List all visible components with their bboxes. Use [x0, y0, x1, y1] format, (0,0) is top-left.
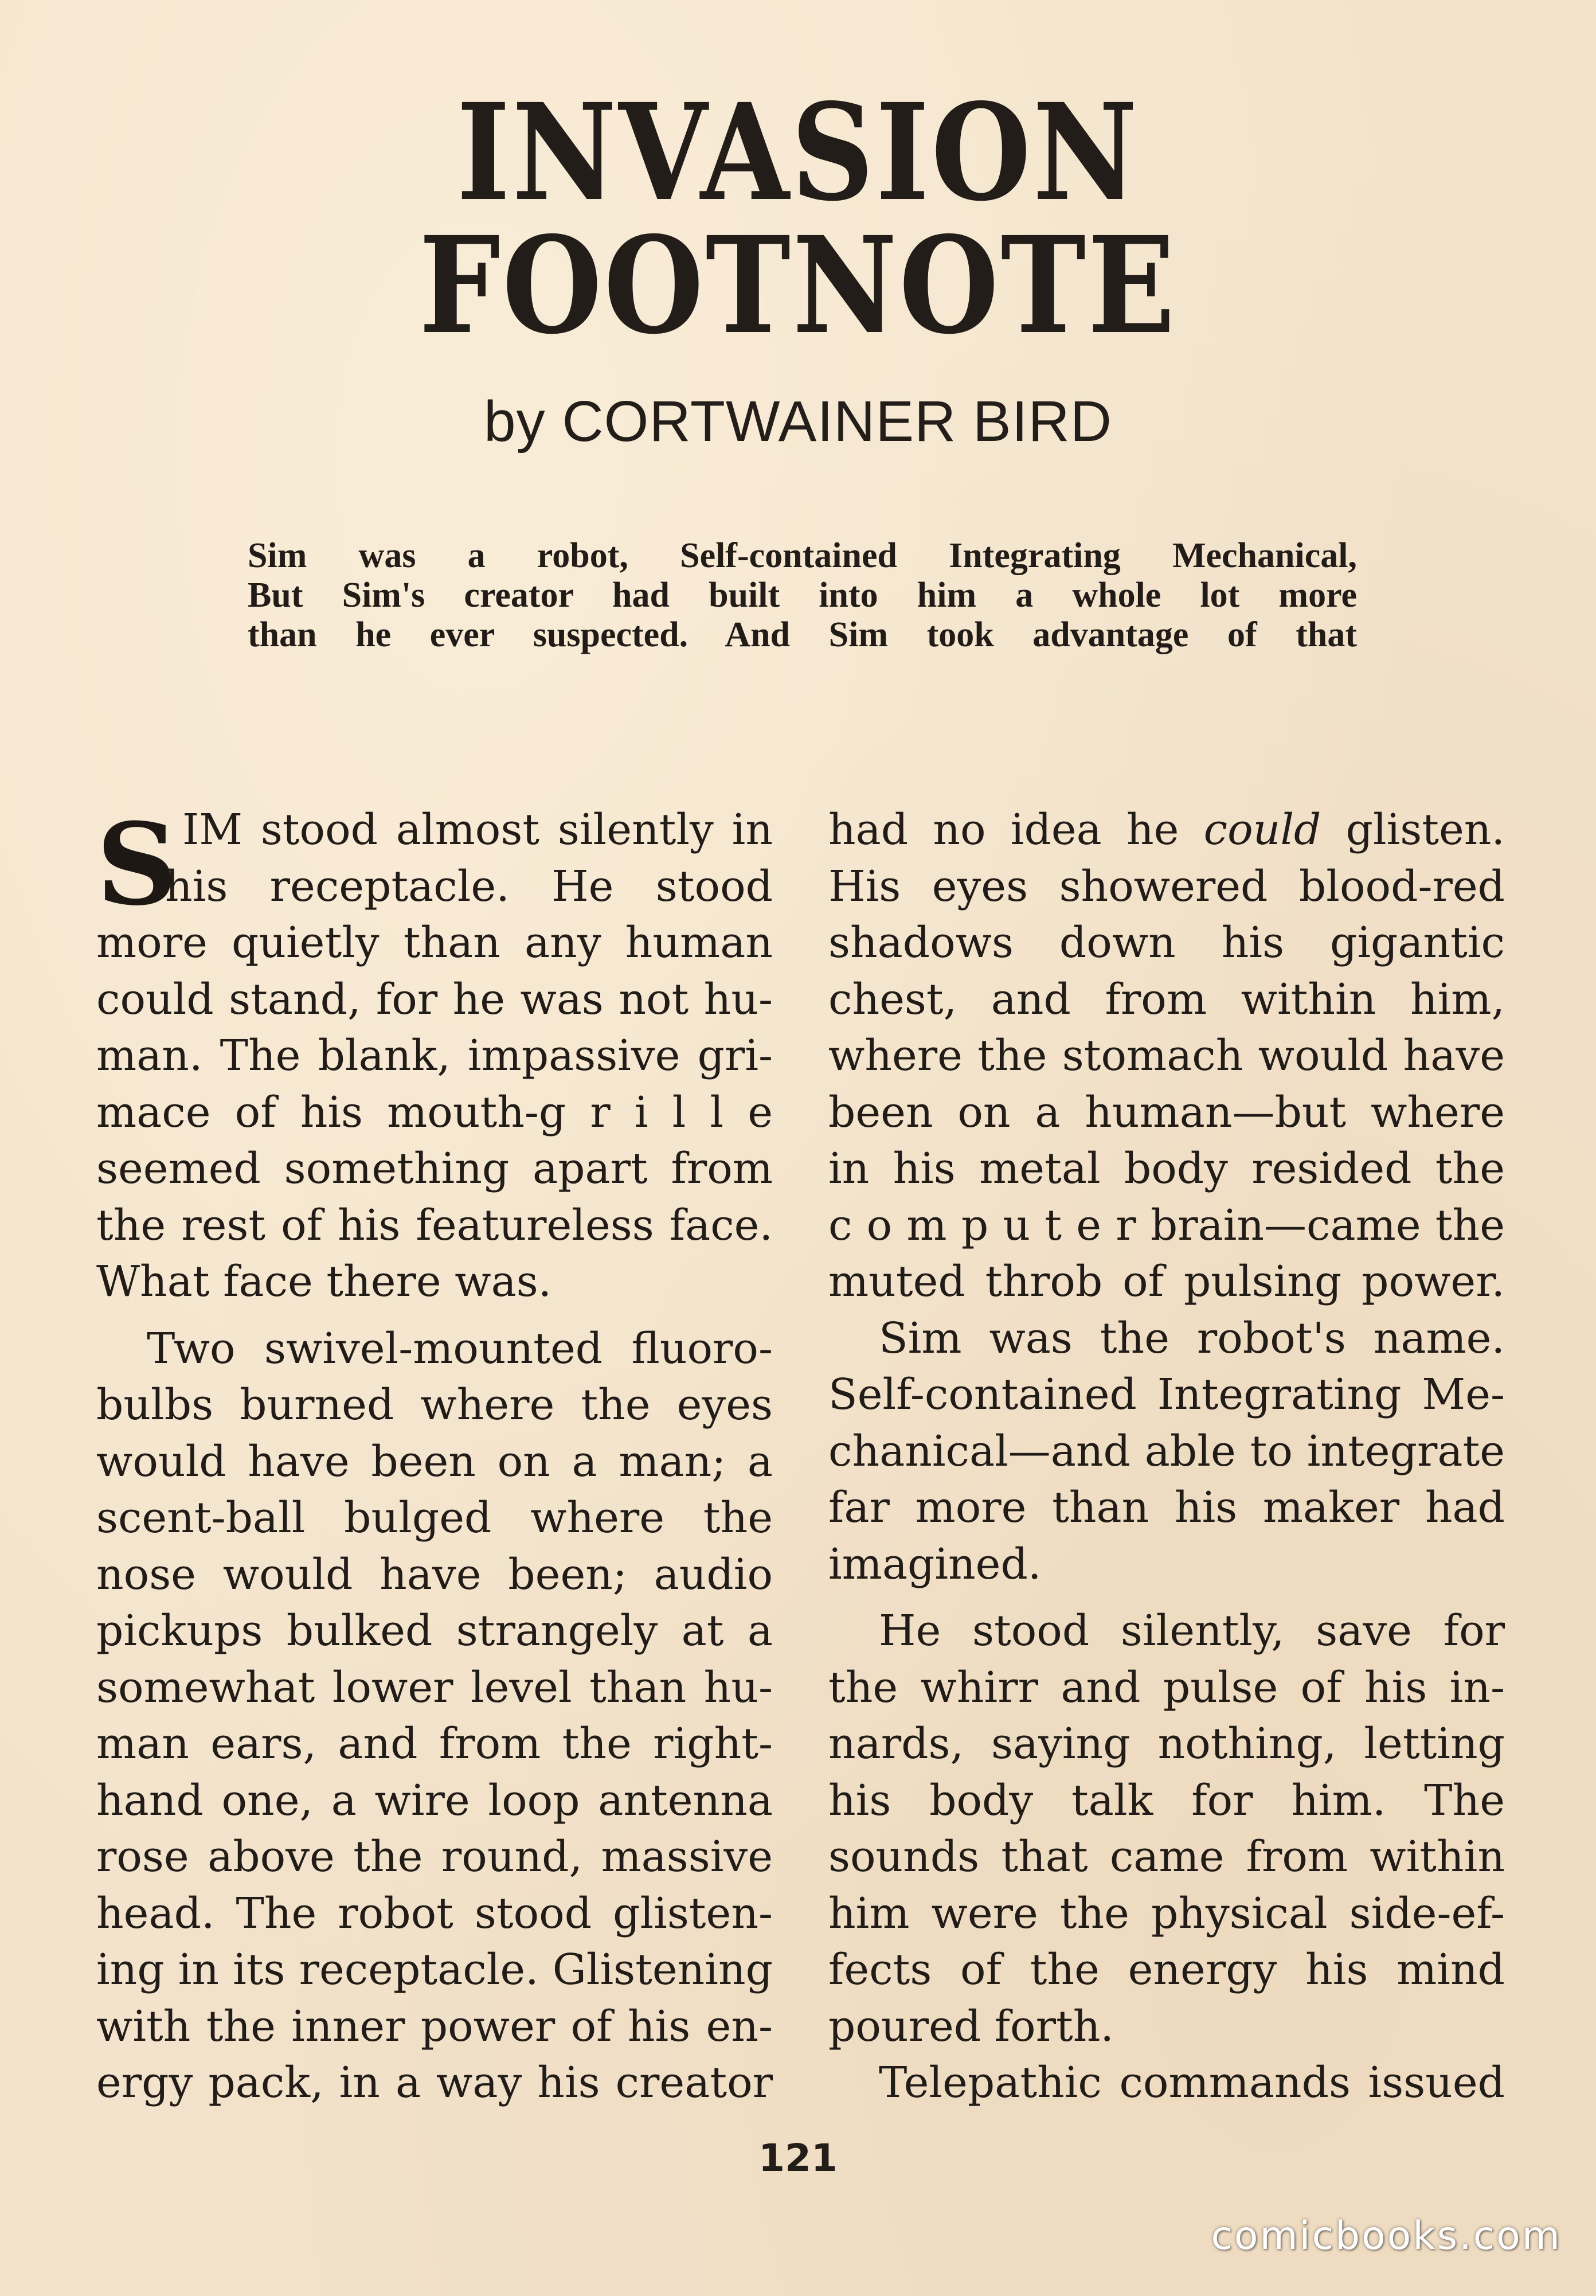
blurb-line: than he ever suspected. And Sim took advantage of that	[248, 615, 1357, 654]
text-line: Two swivel-mounted fluoro-	[147, 1323, 773, 1373]
text-line: imagined.	[828, 1539, 1042, 1589]
story-title: INVASION FOOTNOTE	[419, 74, 1177, 364]
text-line: would have been on a man; a	[96, 1436, 773, 1486]
text-line: nards, saying nothing, letting	[828, 1719, 1505, 1768]
text-line: ing in its receptacle. Glistening	[96, 1945, 773, 1994]
text-line: c o m p u t e r brain—came the	[828, 1200, 1505, 1250]
text-line: muted throb of pulsing power.	[828, 1257, 1505, 1306]
text-line: sounds that came from within	[828, 1832, 1505, 1881]
text-line: hand one, a wire loop antenna	[96, 1775, 773, 1825]
text-line: His eyes showered blood-red	[828, 861, 1505, 911]
watermark: comicbooks.com	[1211, 2213, 1562, 2259]
text-line: shadows down his gigantic	[828, 918, 1505, 967]
text-line: fects of the energy his mind	[828, 1945, 1505, 1994]
text-line: Telepathic commands issued	[879, 2058, 1505, 2107]
blurb-line: Sim was a robot, Self-contained Integrating Mechanical,	[248, 536, 1357, 575]
text-line: his body talk for him. The	[828, 1775, 1505, 1825]
text-fragment: had no idea he	[828, 805, 1204, 854]
text-line: where the stomach would have	[828, 1031, 1505, 1080]
text-line: poured forth.	[828, 2001, 1114, 2051]
story-blurb	[248, 536, 1357, 655]
right-column	[828, 802, 1505, 2111]
text-line: could stand, for he was not hu-	[96, 974, 773, 1024]
text-line: pickups bulked strangely at a	[96, 1606, 773, 1655]
text-line: IM stood almost silently in	[182, 805, 773, 854]
left-column	[96, 799, 773, 2111]
blurb-line: But Sim's creator had built into him a whole lot more	[248, 576, 1357, 615]
text-line: more quietly than any human	[96, 918, 773, 967]
text-line: nose would have been; audio	[96, 1549, 773, 1599]
text-line: ergy pack, in a way his creator	[96, 2058, 773, 2107]
text-line: He stood silently, save for	[879, 1606, 1505, 1655]
text-line: chanical—and able to integrate	[828, 1426, 1505, 1476]
emphasis-text: could	[1203, 805, 1321, 854]
text-line: Self-contained Integrating Me-	[828, 1370, 1505, 1419]
text-line: with the inner power of his en-	[96, 2001, 773, 2051]
text-line: bulbs burned where the eyes	[96, 1380, 773, 1430]
text-line: Sim was the robot's name.	[879, 1313, 1505, 1363]
text-line: man ears, and from the right-	[96, 1719, 773, 1768]
text-line: in his metal body resided the	[828, 1144, 1505, 1193]
text-line: somewhat lower level than hu-	[96, 1662, 773, 1712]
text-line: his receptacle. He stood	[165, 861, 773, 911]
text-line: been on a human—but where	[828, 1087, 1505, 1137]
text-line: What face there was.	[96, 1257, 552, 1306]
text-line: him were the physical side-ef-	[828, 1888, 1505, 1938]
page-number: 121	[758, 2136, 838, 2180]
text-line: the whirr and pulse of his in-	[828, 1662, 1505, 1712]
text-line: rose above the round, massive	[96, 1832, 773, 1881]
text-line: head. The robot stood glisten-	[96, 1888, 773, 1938]
text-line: man. The blank, impassive gri-	[96, 1031, 773, 1080]
text-line: mace of his mouth-g r i l l e	[96, 1087, 773, 1137]
text-line: far more than his maker had	[828, 1483, 1505, 1532]
text-line: seemed something apart from	[96, 1144, 773, 1193]
text-line: the rest of his featureless face.	[96, 1200, 773, 1250]
text-line: scent-ball bulged where the	[96, 1493, 773, 1543]
text-fragment: glisten.	[1321, 805, 1505, 854]
text-line	[828, 802, 1505, 858]
text-line: chest, and from within him,	[828, 974, 1505, 1024]
author-byline: by CORTWAINER BIRD	[484, 389, 1112, 454]
drop-cap: S	[96, 799, 178, 931]
